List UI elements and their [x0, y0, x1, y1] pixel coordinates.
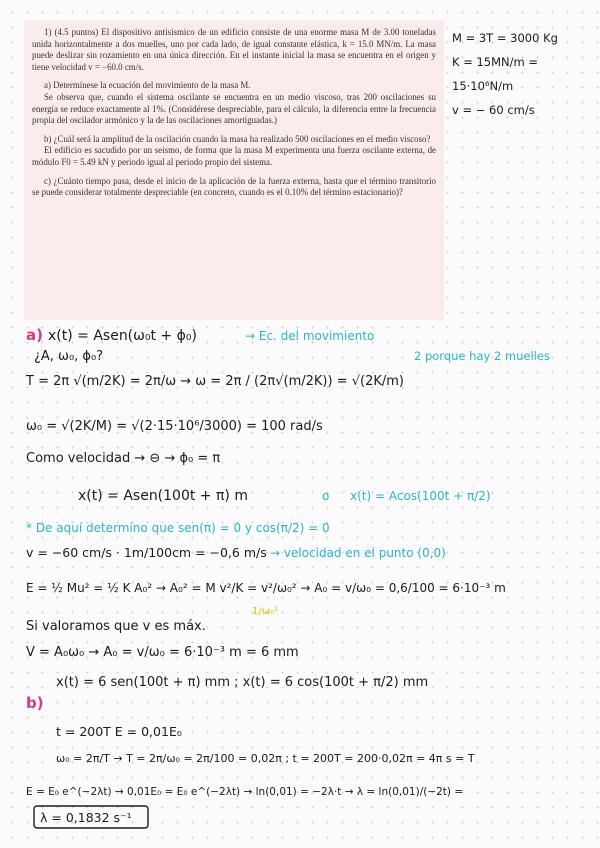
- problem-seismic: El edificio es sacudido por un seismo, de forma que la masa M experimenta una fuerza oscilante externa, de módulo F0 = 5.49 kN y periodo igual al periodo propio del sistema.: [32, 145, 436, 167]
- note-k: K = 15MN/m = 15·10⁶N/m: [452, 55, 539, 93]
- v-conversion: v = −60 cm/s · 1m/100cm = −0,6 m/s: [26, 545, 267, 560]
- vmax-eq: V = A₀ω₀ → A₀ = v/ω₀ = 6·10⁻³ m = 6 mm: [26, 645, 299, 660]
- eq-general-note: → Ec. del movimiento: [245, 329, 375, 343]
- label-a: a): [26, 326, 43, 344]
- vmax-text: Si valoramos que v es máx.: [26, 619, 206, 634]
- note-velocity: v = − 60 cm/s: [452, 103, 535, 117]
- phase-line: Como velocidad → ⊖ → ϕ₀ = π: [26, 451, 221, 466]
- note-mass: M = 3T = 3000 Kg: [452, 31, 558, 45]
- note-sen-cos: * De aquí determino que sen(π) = 0 y cos(π/2) = 0: [26, 521, 330, 535]
- problem-intro: 1) (4.5 puntos) El dispositivo antisísmico de un edificio consiste de una enorme masa M de 3.00 toneladas unida horizontalmente a dos muelles, uno por cada lado, de igual constante elástica, k = 15.0 MN/m. La masa puede deslizar sin rozamiento en una única dirección. En el instante inicial la masa se encuentra en el origen y tiene velocidad v = −60.0 cm/s.: [32, 27, 436, 72]
- problem-part-a: a) Determínese la ecuación del movimiento de la masa M.: [44, 80, 251, 91]
- b-given: t = 200T E = 0,01E₀: [56, 724, 182, 739]
- b-period: ω₀ = 2π/T → T = 2π/ω₀ = 2π/100 = 0,02π ; t = 200T = 200·0,02π = 4π s = T: [56, 752, 475, 765]
- x-result: x(t) = Asen(100t + π) m: [78, 488, 248, 504]
- problem-part-c: c) ¿Cuánto tiempo pasa, desde el inicio de la aplicación de la fuerza externa, hasta que el término transitorio se puede considerar totalmente despreciable (en concreto, cuando es el 0.10% del término estacionario)?: [32, 175, 436, 198]
- final-eq: x(t) = 6 sen(100t + π) mm ; x(t) = 6 cos(100t + π/2) mm: [56, 675, 429, 690]
- omega-value: ω₀ = √(2K/M) = √(2·15·10⁶/3000) = 100 rad/s: [26, 419, 323, 434]
- two-springs-note: 2 porque hay 2 muelles: [414, 349, 550, 363]
- label-b: b): [26, 694, 44, 712]
- eq-general: x(t) = Asen(ω₀t + ϕ₀): [48, 328, 197, 344]
- x-result-cos: x(t) = Acos(100t + π/2): [350, 489, 491, 503]
- energy-eq: E = ½ Mu² = ½ K A₀² → A₀² = M v²/K = v²/ω₀² → A₀ = v/ω₀ = 0,6/100 = 6·10⁻³ m: [26, 581, 506, 595]
- v-note: → velocidad en el punto (0,0): [270, 546, 446, 560]
- energy-note: 1/ω₀²: [252, 606, 279, 617]
- period-eq: T = 2π √(m/2K) = 2π/ω → ω = 2π / (2π√(m/2K)) = √(2K/m): [26, 374, 404, 389]
- x-result-or: o: [322, 489, 330, 503]
- b-decay: E = E₀ e^(−2λt) → 0,01E₀ = E₀ e^(−2λt) → ln(0,01) = −2λ·t → λ = ln(0,01)/(−2t) =: [26, 786, 464, 798]
- b-result: λ = 0,1832 s⁻¹: [40, 810, 132, 825]
- unknowns: ¿A, ω₀, ϕ₀?: [34, 349, 104, 364]
- problem-part-b: b) ¿Cuál será la amplitud de la oscilación cuando la masa ha realizado 500 oscilaciones en el medio viscoso?: [44, 133, 431, 144]
- problem-viscous: Se observa que, cuando el sistema oscilante se encuentra en un medio viscoso, tras 200 oscilaciones su energía se reduce exactamente al 1%. (Considérese despreciable, para el cálculo, la diferencia entre la frecuencia propia del oscilador armónico y la de las oscilaciones amortiguadas.): [32, 91, 436, 126]
